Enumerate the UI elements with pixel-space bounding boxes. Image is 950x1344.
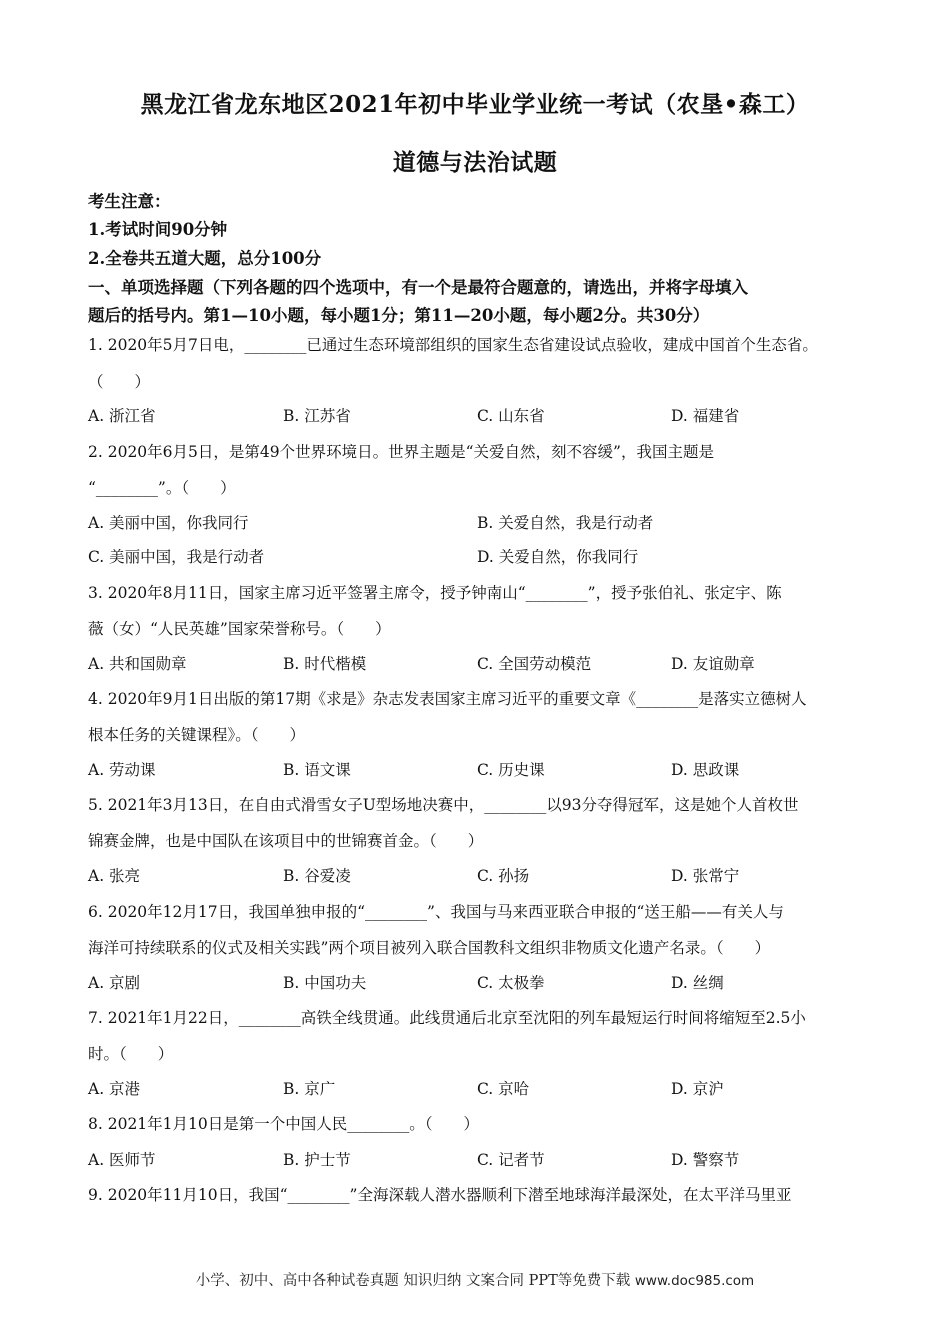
option-d[interactable]: D. 关爱自然，你我同行 (477, 548, 639, 566)
question-8-line1: 8. 2021年1月10日是第一个中国人民________。（ ） (88, 1115, 479, 1133)
question-5-line2: 锦赛金牌，也是中国队在该项目中的世锦赛首金。（ ） (88, 832, 484, 850)
option-c[interactable]: C. 全国劳动模范 (477, 655, 592, 673)
section-heading-line1: 一、单项选择题（下列各题的四个选项中，有一个是最符合题意的，请选出，并将字母填入 (88, 278, 748, 297)
footer-text: 小学、初中、高中各种试卷真题 知识归纳 文案合同 PPT等免费下载 (195, 1273, 631, 1289)
option-c[interactable]: C. 孙扬 (477, 867, 530, 885)
footer-link[interactable]: www.doc985.com (634, 1273, 755, 1289)
option-a[interactable]: A. 医师节 (88, 1151, 156, 1169)
notice-item-score: 2.全卷共五道大题，总分100分 (88, 249, 322, 268)
question-1-line2: （ ） (88, 373, 151, 391)
option-a[interactable]: A. 张亮 (88, 867, 141, 885)
question-3-line1: 3. 2020年8月11日，国家主席习近平签署主席令，授予钟南山“________”，授予张伯礼、张定宇、陈 (88, 584, 782, 602)
option-a[interactable]: A. 美丽中国，你我同行 (88, 514, 249, 532)
exam-title: 黑龙江省龙东地区2021年初中毕业学业统一考试（农垦•森工） (140, 91, 810, 118)
option-d[interactable]: D. 思政课 (671, 761, 740, 779)
option-c[interactable]: C. 记者节 (477, 1151, 545, 1169)
question-4-line2: 根本任务的关键课程》。（ ） (88, 726, 306, 744)
option-d[interactable]: D. 福建省 (671, 407, 740, 425)
question-6-line2: 海洋可持续联系的仪式及相关实践”两个项目被列入联合国教科文组织非物质文化遗产名录。（ ） (88, 939, 771, 957)
question-2-line2: “________”。（ ） (88, 479, 236, 497)
option-b[interactable]: B. 语文课 (283, 761, 351, 779)
option-b[interactable]: B. 中国功夫 (283, 974, 367, 992)
option-c[interactable]: C. 历史课 (477, 761, 545, 779)
option-b[interactable]: B. 江苏省 (283, 407, 351, 425)
notice-item-time: 1.考试时间90分钟 (88, 220, 228, 239)
question-2-line1: 2. 2020年6月5日，是第49个世界环境日。世界主题是“关爱自然，刻不容缓”，我国主题是 (88, 443, 714, 461)
option-b[interactable]: B. 谷爱凌 (283, 867, 351, 885)
question-5-line1: 5. 2021年3月13日，在自由式滑雪女子U型场地决赛中，________以93分夺得冠军，这是她个人首枚世 (88, 796, 799, 814)
option-a[interactable]: A. 共和国勋章 (88, 655, 187, 673)
option-c[interactable]: C. 太极拳 (477, 974, 545, 992)
question-7-line1: 7. 2021年1月22日，________高铁全线贯通。此线贯通后北京至沈阳的列车最短运行时间将缩短至2.5小 (88, 1009, 806, 1027)
option-a[interactable]: A. 京港 (88, 1080, 141, 1098)
option-c[interactable]: C. 美丽中国，我是行动者 (88, 548, 265, 566)
question-6-line1: 6. 2020年12月17日，我国单独申报的“________”、我国与马来西亚联合申报的“送王船——有关人与 (88, 903, 784, 921)
section-heading-line2: 题后的括号内。第1—10小题，每小题1分；第11—20小题，每小题2分。共30分） (88, 306, 710, 325)
option-a[interactable]: A. 京剧 (88, 974, 141, 992)
exam-subtitle: 道德与法治试题 (392, 149, 558, 176)
question-7-line2: 时。（ ） (88, 1045, 174, 1063)
option-b[interactable]: B. 护士节 (283, 1151, 351, 1169)
notice-heading: 考生注意： (88, 192, 171, 211)
option-c[interactable]: C. 山东省 (477, 407, 545, 425)
option-a[interactable]: A. 浙江省 (88, 407, 156, 425)
question-3-line2: 薇（女）“人民英雄”国家荣誉称号。（ ） (88, 620, 391, 638)
option-d[interactable]: D. 友谊勋章 (671, 655, 755, 673)
option-d[interactable]: D. 警察节 (671, 1151, 740, 1169)
option-b[interactable]: B. 关爱自然，我是行动者 (477, 514, 654, 532)
option-d[interactable]: D. 张常宁 (671, 867, 740, 885)
question-4-line1: 4. 2020年9月1日出版的第17期《求是》杂志发表国家主席习近平的重要文章《________是落实立德树人 (88, 690, 807, 708)
option-b[interactable]: B. 时代楷模 (283, 655, 367, 673)
option-d[interactable]: D. 京沪 (671, 1080, 724, 1098)
question-9-line1: 9. 2020年11月10日，我国“________”全海深载人潜水器顺利下潜至地球海洋最深处，在太平洋马里亚 (88, 1186, 792, 1204)
option-a[interactable]: A. 劳动课 (88, 761, 156, 779)
option-c[interactable]: C. 京哈 (477, 1080, 530, 1098)
option-b[interactable]: B. 京广 (283, 1080, 336, 1098)
page-footer (0, 1269, 950, 1290)
option-d[interactable]: D. 丝绸 (671, 974, 724, 992)
question-1-line1: 1. 2020年5月7日电，________已通过生态环境部组织的国家生态省建设试点验收，建成中国首个生态省。 (88, 336, 818, 354)
